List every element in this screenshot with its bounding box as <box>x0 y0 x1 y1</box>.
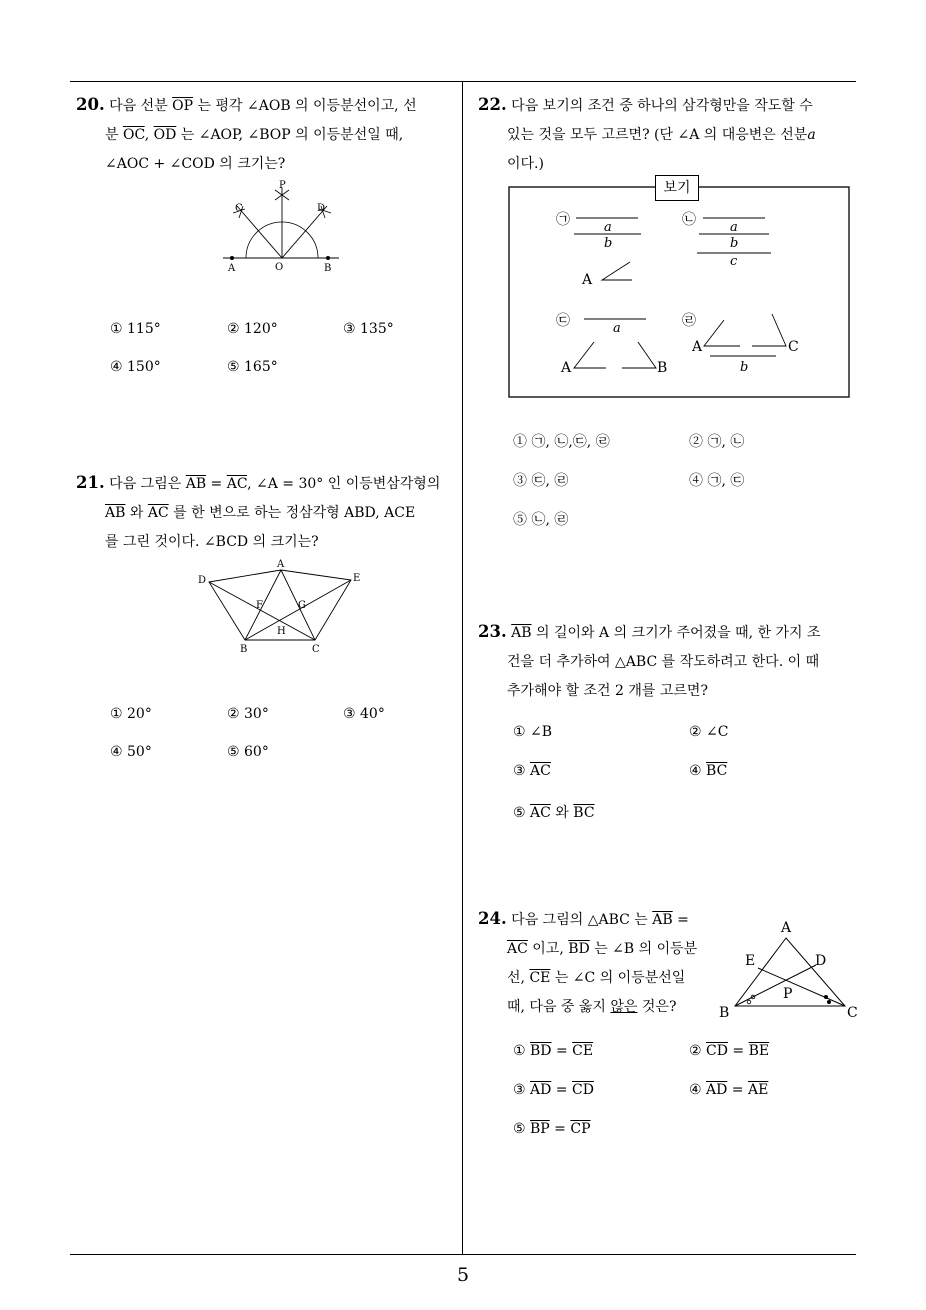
segment-ab: $\overline{AB}$ <box>511 625 532 641</box>
label-c: C <box>847 1005 858 1021</box>
label-a: A <box>277 559 285 570</box>
stem-text: ∠AOC + ∠COD 의 크기는? <box>105 156 286 172</box>
label-p: P <box>279 180 286 191</box>
label-p: P <box>783 986 793 1002</box>
question-23 <box>478 617 858 706</box>
q21-choice-1[interactable]: ① 20° <box>110 706 152 722</box>
q23-choice-2[interactable]: ② ∠C <box>689 724 729 740</box>
stem-text: 분 <box>105 127 123 143</box>
segment-ce <box>758 968 845 1006</box>
stem-text: 는 ∠AOP, ∠BOP 의 이등분선일 때, <box>176 127 404 143</box>
segment-bd: $\overline{BD}$ <box>568 941 590 957</box>
angle-a <box>704 320 740 346</box>
choice-number: ④ <box>689 763 707 779</box>
segment-left: $\overline{AD}$ <box>706 1082 728 1098</box>
stem-text: 는 ∠B 의 이등분 <box>589 941 698 957</box>
stem-text: 선, <box>507 970 530 986</box>
stem-text: 를 그린 것이다. ∠BCD 의 크기는? <box>105 534 319 550</box>
question-number: 22. <box>478 95 507 114</box>
label-a: a <box>604 220 612 235</box>
q24-choice-3[interactable] <box>513 1082 594 1098</box>
label-b: B <box>719 1005 730 1021</box>
segment-od: $\overline{OD}$ <box>153 127 177 143</box>
segment-oc: $\overline{OC}$ <box>122 127 145 143</box>
segment-bd <box>735 965 816 1006</box>
top-rule <box>70 81 856 82</box>
stem-text: 건을 더 추가하여 △ABC 를 작도하려고 한다. 이 때 <box>507 654 820 670</box>
choice-number: ③ <box>513 1082 531 1098</box>
stem-text: 있는 것을 모두 고르면? (단 ∠A 의 대응변은 선분 <box>507 127 808 143</box>
label-d: D <box>317 203 326 214</box>
question-number: 21. <box>76 473 105 492</box>
q20-choice-3[interactable]: ③ 135° <box>343 321 394 337</box>
angle-a <box>574 342 606 368</box>
segment-left: $\overline{CD}$ <box>706 1043 728 1059</box>
label-a: a <box>613 321 621 336</box>
equals-sign: = <box>549 1121 571 1137</box>
stem-text: 이고, <box>527 941 569 957</box>
label-vertex-a: A <box>561 360 572 376</box>
emphasis-not: 않은 <box>610 999 638 1015</box>
choice-number: ⑤ <box>513 1121 531 1137</box>
label-c: C <box>235 203 243 214</box>
label-e: E <box>353 573 361 584</box>
question-number: 24. <box>478 909 507 928</box>
angle-mark-b1 <box>747 1000 751 1004</box>
segment-right: $\overline{AE}$ <box>748 1082 769 1098</box>
choice-number: ② <box>689 1043 707 1059</box>
isosceles-bisector-figure <box>713 914 863 1024</box>
segment-ce: $\overline{CE}$ <box>529 970 551 986</box>
label-g: G <box>298 600 306 611</box>
segment-right: $\overline{CP}$ <box>570 1121 591 1137</box>
segment-a-var: a <box>807 127 816 143</box>
angle-a <box>602 262 632 280</box>
segment-dc <box>209 582 315 640</box>
q21-choice-5[interactable]: ⑤ 60° <box>227 744 269 760</box>
point-b <box>326 256 330 260</box>
label-o: O <box>275 262 284 273</box>
bottom-rule <box>70 1254 856 1255</box>
stem-text: = <box>206 476 227 492</box>
segment-ac: $\overline{AC}$ <box>530 763 551 779</box>
choice-number: ③ <box>513 763 531 779</box>
label-d: D <box>815 953 827 969</box>
stem-text: 다음 선분 <box>109 98 173 114</box>
q23-choice-1[interactable]: ① ∠B <box>513 724 553 740</box>
condition-3-marker: ㉢ <box>556 313 570 329</box>
segment-bc: $\overline{BC}$ <box>573 805 595 821</box>
condition-2-marker: ㉡ <box>682 212 696 228</box>
question-20 <box>76 90 456 179</box>
segment-right: $\overline{BE}$ <box>748 1043 770 1059</box>
q22-choice-2[interactable]: ② ㉠, ㉡ <box>689 434 745 450</box>
page-number: 5 <box>456 1264 470 1286</box>
stem-text: 는 ∠C 의 이등분선일 <box>550 970 686 986</box>
box-label: 보기 <box>655 175 699 201</box>
label-a: A <box>228 263 236 274</box>
angle-c <box>752 314 786 346</box>
condition-1-marker: ㉠ <box>556 212 570 228</box>
stem-text: 다음 그림의 △ABC 는 <box>511 912 653 928</box>
q22-choice-1[interactable]: ① ㉠, ㉡,㉢, ㉣ <box>513 434 610 450</box>
label-f: F <box>256 600 263 611</box>
segment-right: $\overline{CE}$ <box>572 1043 594 1059</box>
q20-choice-1[interactable]: ① 115° <box>110 321 161 337</box>
q21-choice-2[interactable]: ② 30° <box>227 706 269 722</box>
label-vertex-a: A <box>582 272 593 288</box>
q23-choice-4[interactable] <box>689 763 727 779</box>
column-divider <box>462 82 463 1254</box>
stem-text: 추가해야 할 조건 2 개를 고르면? <box>507 683 708 699</box>
label-e: E <box>745 953 756 969</box>
segment-ac: $\overline{AC}$ <box>226 476 248 492</box>
label-vertex-a: A <box>692 339 703 355</box>
stem-text: , ∠A = 30° 인 이등변삼각형의 <box>247 476 441 492</box>
label-b: b <box>730 236 739 251</box>
question-number: 20. <box>76 95 105 114</box>
segment-ab: $\overline{AB}$ <box>652 912 673 928</box>
q24-choice-5[interactable] <box>513 1121 591 1137</box>
stem-text: 는 평각 ∠AOB 의 이등분선이고, 선 <box>193 98 417 114</box>
q22-choice-4[interactable]: ④ ㉠, ㉢ <box>689 473 745 489</box>
segment-ab: $\overline{AB}$ <box>185 476 207 492</box>
label-a: A <box>781 920 792 936</box>
question-23-stem <box>478 617 858 706</box>
q24-choice-1[interactable] <box>513 1043 593 1059</box>
segment-left: $\overline{AD}$ <box>530 1082 552 1098</box>
stem-text: 다음 보기의 조건 중 하나의 삼각형만을 작도할 수 <box>511 98 813 114</box>
question-24-stem <box>478 904 718 1022</box>
segment-ac: $\overline{AC}$ <box>530 805 551 821</box>
stem-text: 이다.) <box>507 156 544 172</box>
angle-mark-c1 <box>827 1000 831 1004</box>
segment-ab: $\overline{AB}$ <box>105 505 126 521</box>
segment-right: $\overline{CD}$ <box>572 1082 594 1098</box>
stem-text: 때, 다음 중 옳지 <box>507 999 611 1015</box>
q21-choice-3[interactable]: ③ 40° <box>343 706 385 722</box>
q23-choice-5[interactable] <box>513 802 595 822</box>
stem-text: 것은? <box>637 999 677 1015</box>
stem-text: 와 <box>125 505 148 521</box>
label-b: B <box>324 263 332 274</box>
segment-left: $\overline{BP}$ <box>530 1121 550 1137</box>
label-b: B <box>240 644 248 655</box>
equals-sign: = <box>727 1043 749 1059</box>
label-vertex-b: B <box>657 360 668 376</box>
angle-b <box>622 342 656 368</box>
label-h: H <box>277 626 286 637</box>
question-22 <box>478 90 858 179</box>
label-d: D <box>198 575 207 586</box>
stem-text: = <box>672 912 689 928</box>
q22-choice-5[interactable]: ⑤ ㉡, ㉣ <box>513 512 569 528</box>
segment-ac: $\overline{AC}$ <box>507 941 528 957</box>
label-vertex-c: C <box>788 339 799 355</box>
label-b: b <box>740 360 749 375</box>
question-22-stem <box>478 90 858 179</box>
point-a <box>230 256 234 260</box>
stem-text: , <box>144 127 154 143</box>
conditions-box-figure <box>508 186 850 398</box>
choice-number: ⑤ <box>513 805 531 821</box>
equilateral-triangles-figure <box>195 558 365 658</box>
segment-op: $\overline{OP}$ <box>172 98 194 114</box>
label-c: c <box>730 254 738 269</box>
choice-number: ① <box>513 1043 531 1059</box>
ray-oc <box>237 206 282 258</box>
q20-choice-5[interactable]: ⑤ 165° <box>227 359 278 375</box>
condition-4-marker: ㉣ <box>682 313 696 329</box>
equals-sign: = <box>727 1082 748 1098</box>
question-20-stem <box>76 90 456 179</box>
stem-text: 의 길이와 A 의 크기가 주어졌을 때, 한 가지 조 <box>531 625 821 641</box>
segment-ac: $\overline{AC}$ <box>147 505 169 521</box>
q24-choice-2[interactable] <box>689 1043 769 1059</box>
q24-choice-4[interactable] <box>689 1082 768 1098</box>
equals-sign: = <box>551 1082 572 1098</box>
stem-text: 를 한 변으로 하는 정삼각형 ABD, ACE <box>168 505 416 521</box>
q22-choice-3[interactable]: ③ ㉢, ㉣ <box>513 473 569 489</box>
choice-number: ④ <box>689 1082 707 1098</box>
q23-choice-3[interactable] <box>513 763 551 779</box>
stem-text: 다음 그림은 <box>109 476 186 492</box>
q20-choice-2[interactable]: ② 120° <box>227 321 278 337</box>
angle-mark-c2 <box>824 995 828 999</box>
segment-bc: $\overline{BC}$ <box>706 763 728 779</box>
label-c: C <box>312 644 320 655</box>
question-21 <box>76 468 456 557</box>
label-a: a <box>730 220 738 235</box>
segment-left: $\overline{BD}$ <box>530 1043 552 1059</box>
choice-text: 와 <box>550 805 574 821</box>
question-21-stem <box>76 468 456 557</box>
q21-choice-4[interactable]: ④ 50° <box>110 744 152 760</box>
question-24 <box>478 904 718 1022</box>
angle-bisector-figure <box>215 176 345 274</box>
q20-choice-4[interactable]: ④ 150° <box>110 359 161 375</box>
question-number: 23. <box>478 622 507 641</box>
label-b: b <box>604 236 613 251</box>
equals-sign: = <box>551 1043 573 1059</box>
